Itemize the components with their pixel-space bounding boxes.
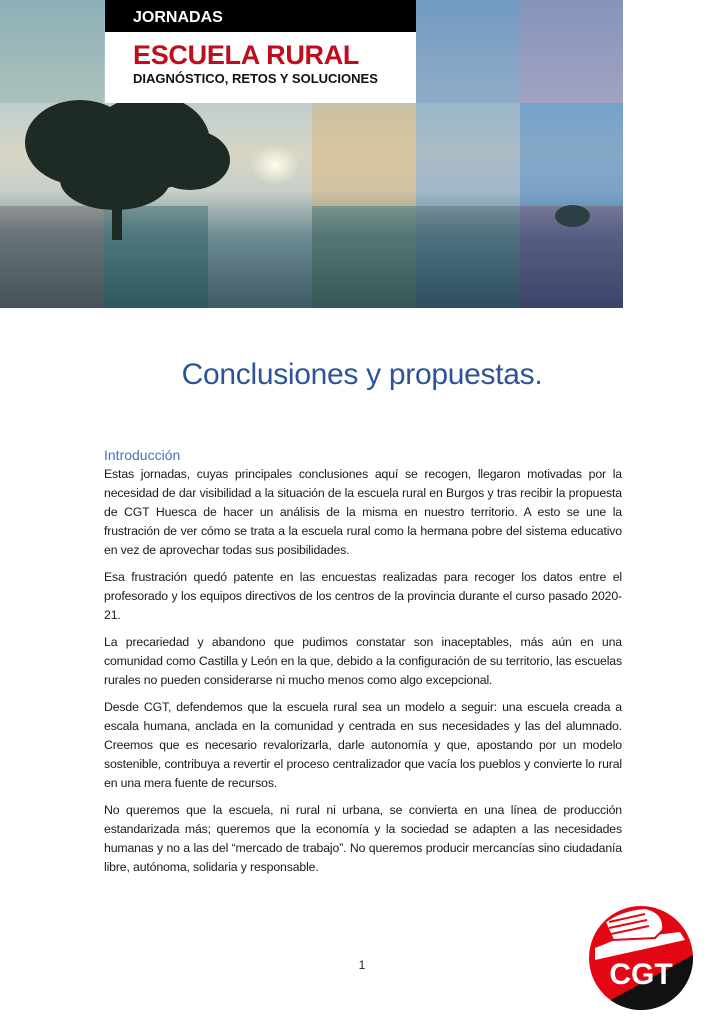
sun: [250, 145, 300, 185]
cgt-logo: [585, 900, 697, 1012]
header-banner-image: [0, 0, 623, 308]
event-title-box: [105, 0, 416, 103]
event-label: JORNADAS: [105, 0, 416, 32]
document-body: [104, 445, 622, 885]
document-title: Conclusiones y propuestas.: [181, 358, 543, 391]
logo-text: CGT: [609, 958, 673, 991]
paragraph: No queremos que la escuela, ni rural ni urbana, se convierta en una línea de producción estandarizada más; queremos que la economía y la sociedad se adapten a las necesidades humanas y no a las del “mercado de trabajo”. No queremos producir mercancías sino ciudadanía libre, autónoma, solidaria y responsable.: [104, 803, 622, 874]
section-heading: Introducción: [104, 447, 181, 463]
paragraph: Esa frustración quedó patente en las encuestas realizadas para recoger los datos entre el profesorado y los equipos directivos de los centros de la provincia durante el curso pasado 2020-21.: [104, 570, 622, 622]
paragraph: Estas jornadas, cuyas principales conclusiones aquí se recogen, llegaron motivadas por la necesidad de dar visibilidad a la situación de la escuela rural en Burgos y tras recibir la propuesta de CGT Huesca de hacer un análisis de la misma en nuestro territorio. A esto se une la frustración de ver cómo se trata a la escuela rural como la hermana pobre del sistema educativo en vez de aprovechar todas sus posibilidades.: [104, 467, 622, 557]
paragraph: La precariedad y abandono que pudimos constatar son inaceptables, más aún en una comunidad como Castilla y León en la que, debido a la configuración de su territorio, las escuelas rurales no pueden considerarse ni mucho menos como algo excepcional.: [104, 635, 622, 687]
page-number: 1: [358, 958, 366, 972]
event-title: ESCUELA RURAL: [133, 40, 360, 70]
paragraph: Desde CGT, defendemos que la escuela rural sea un modelo a seguir: una escuela creada a escala humana, anclada en la comunidad y centrada en sus necesidades y las del alumnado. Creemos que es necesario revalorizarla, darle autonomía y que, apostando por un modelo sostenible, contribuya a revertir el proceso centralizador que vacía los pueblos y convierte lo rural en una mera fuente de recursos.: [104, 700, 622, 790]
event-subtitle: DIAGNÓSTICO, RETOS Y SOLUCIONES: [133, 71, 378, 86]
